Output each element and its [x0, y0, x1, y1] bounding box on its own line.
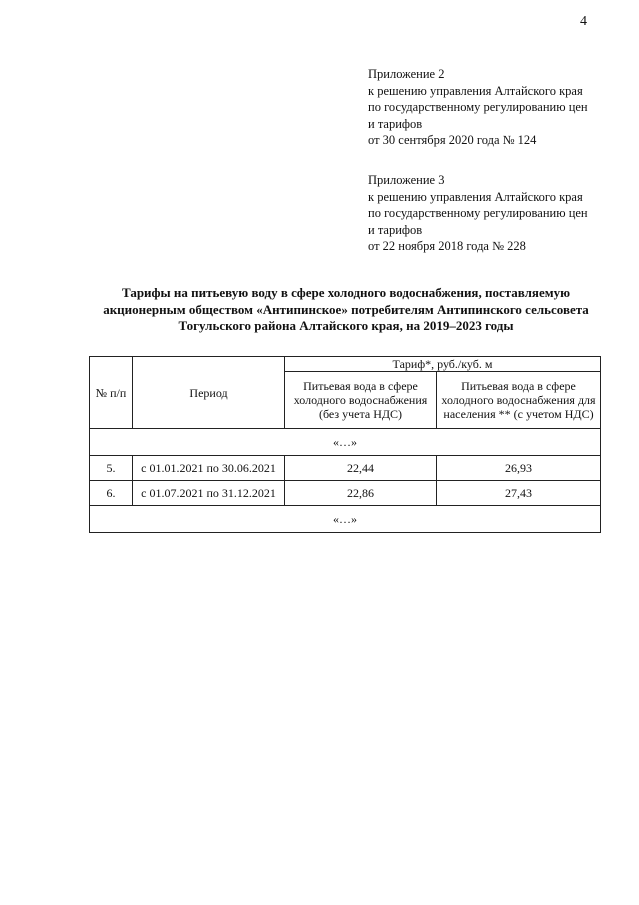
row-tariff-population: 26,93 [437, 456, 601, 481]
header-water-population: Питьевая вода в сфере холодного водоснабжения для населения ** (с учетом НДС) [437, 372, 601, 429]
appendix-3-line: от 22 ноября 2018 года № 228 [368, 239, 526, 253]
appendix-3-line: Приложение 3 [368, 173, 445, 187]
header-number: № п/п [90, 357, 133, 429]
tariff-table [89, 356, 601, 533]
appendix-3-line: и тарифов [368, 222, 423, 237]
appendix-3-line: к решению управления Алтайского края [368, 189, 583, 204]
table-header-row [90, 357, 601, 372]
row-number: 6. [90, 481, 133, 506]
page-number: 4 [580, 14, 587, 29]
ellipsis-cell: «…» [90, 429, 601, 456]
appendix-2-line: к решению управления Алтайского края [368, 83, 583, 98]
table-row [90, 456, 601, 481]
document-title: Тарифы на питьевую воду в сфере холодного водоснабжения, поставляемую акционерным обществом «Антипинское» потребителям Антипинского сельсовета Тогульского района Алтайского края, на 2019–2023 годы [103, 285, 589, 333]
ellipsis-row [90, 429, 601, 456]
row-period: с 01.07.2021 по 31.12.2021 [133, 481, 285, 506]
row-tariff-population: 27,43 [437, 481, 601, 506]
appendix-2-line: по государственному регулированию цен [368, 100, 588, 114]
row-number: 5. [90, 456, 133, 481]
ellipsis-row [90, 506, 601, 533]
appendix-2-header [368, 66, 588, 149]
table-row [90, 481, 601, 506]
ellipsis-cell: «…» [90, 506, 601, 533]
header-period: Период [133, 357, 285, 429]
appendix-2-line: Приложение 2 [368, 67, 445, 81]
appendix-3-line: по государственному регулированию цен [368, 206, 588, 220]
appendix-2-line: и тарифов [368, 116, 423, 131]
row-tariff-no-vat: 22,44 [285, 456, 437, 481]
header-tariff: Тариф*, руб./куб. м [285, 357, 601, 372]
appendix-3-header [368, 172, 588, 255]
header-water-no-vat: Питьевая вода в сфере холодного водоснабжения (без учета НДС) [285, 372, 437, 429]
appendix-2-line: от 30 сентября 2020 года № 124 [368, 133, 537, 147]
row-tariff-no-vat: 22,86 [285, 481, 437, 506]
row-period: с 01.01.2021 по 30.06.2021 [133, 456, 285, 481]
